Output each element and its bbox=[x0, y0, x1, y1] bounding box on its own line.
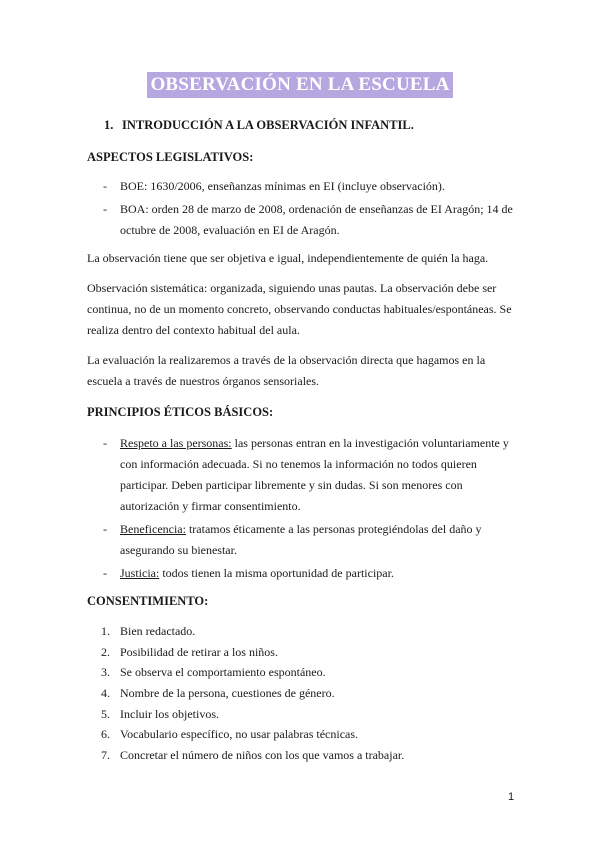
list-item-text: Se observa el comportamiento espontáneo. bbox=[120, 665, 326, 680]
item-number: 2. bbox=[101, 644, 110, 659]
list-item bbox=[87, 519, 517, 561]
item-number: 6. bbox=[101, 727, 110, 742]
list-item-text: Bien redactado. bbox=[120, 624, 196, 638]
page-number: 1 bbox=[508, 791, 515, 803]
consentimiento-list bbox=[87, 621, 517, 766]
list-item bbox=[87, 176, 517, 197]
list-item-text: las personas entran en la investigación voluntariamente y con información adecuada. Si no tenemos la información no todos quieren participar. Deben participar libremente y sin dudas. Si son menores con autorización y firmar consentimiento. bbox=[120, 436, 509, 513]
list-item bbox=[87, 199, 517, 241]
document-title: OBSERVACIÓN EN LA ESCUELA bbox=[147, 72, 452, 98]
list-item bbox=[87, 433, 517, 517]
paragraph-sistematica: Observación sistemática: organizada, siguiendo unas pautas. La observación debe ser continua, no de un momento concreto, observando conductas habituales/espontáneas. Se realiza dentro del contexto habitual del aula. bbox=[87, 281, 512, 337]
aspectos-list bbox=[87, 176, 517, 243]
list-item-text: todos tienen la misma oportunidad de participar. bbox=[159, 566, 394, 580]
list-item bbox=[87, 683, 517, 704]
item-number: 4. bbox=[101, 686, 110, 701]
list-item bbox=[87, 745, 517, 766]
list-item-text: Nombre de la persona, cuestiones de género. bbox=[120, 686, 335, 701]
section-title: INTRODUCCIÓN A LA OBSERVACIÓN INFANTIL. bbox=[122, 118, 414, 132]
list-item-text: Vocabulario específico, no usar palabras técnicas. bbox=[120, 727, 359, 742]
list-item bbox=[87, 642, 517, 663]
term-beneficencia: Beneficencia: bbox=[120, 522, 186, 536]
item-number: 7. bbox=[101, 748, 110, 763]
list-item-text: Incluir los objetivos. bbox=[120, 706, 219, 721]
list-item-text: Posibilidad de retirar a los niños. bbox=[120, 644, 278, 659]
list-item-text: BOA: orden 28 de marzo de 2008, ordenación de enseñanzas de EI Aragón; 14 de octubre de 2008, evaluación en EI de Aragón. bbox=[120, 202, 513, 237]
dash-bullet: - bbox=[103, 566, 107, 580]
term-justicia: Justicia: bbox=[120, 566, 160, 580]
heading-principios-eticos: PRINCIPIOS ÉTICOS BÁSICOS: bbox=[87, 405, 274, 419]
dash-bullet: - bbox=[103, 179, 107, 193]
list-item bbox=[87, 621, 517, 642]
principios-list bbox=[87, 433, 517, 586]
dash-bullet: - bbox=[103, 522, 107, 536]
heading-aspectos-legislativos: ASPECTOS LEGISLATIVOS: bbox=[87, 150, 254, 164]
title-wrapper bbox=[0, 72, 600, 98]
item-number: 3. bbox=[101, 665, 110, 680]
paragraph-evaluacion: La evaluación la realizaremos a través de la observación directa que hagamos en la escuela a través de nuestros órganos sensoriales. bbox=[87, 353, 486, 388]
section-number: 1. bbox=[104, 118, 114, 132]
term-respeto: Respeto a las personas: bbox=[120, 436, 232, 450]
heading-consentimiento: CONSENTIMIENTO: bbox=[87, 594, 209, 608]
dash-bullet: - bbox=[103, 436, 107, 450]
list-item bbox=[87, 704, 517, 725]
item-number: 5. bbox=[101, 706, 110, 721]
list-item-text: BOE: 1630/2006, enseñanzas mínimas en EI (incluye observación). bbox=[120, 179, 445, 193]
list-item bbox=[87, 724, 517, 745]
list-item bbox=[87, 662, 517, 683]
section-heading-introduccion bbox=[104, 118, 414, 133]
list-item-text: Concretar el número de niños con los que vamos a trabajar. bbox=[120, 748, 405, 763]
item-number: 1. bbox=[101, 624, 110, 638]
dash-bullet: - bbox=[103, 202, 107, 216]
paragraph-objetiva: La observación tiene que ser objetiva e igual, independientemente de quién la haga. bbox=[87, 251, 489, 265]
list-item bbox=[87, 563, 517, 584]
list-item-text: tratamos éticamente a las personas protegiéndolas del daño y asegurando su bienestar. bbox=[120, 522, 482, 557]
